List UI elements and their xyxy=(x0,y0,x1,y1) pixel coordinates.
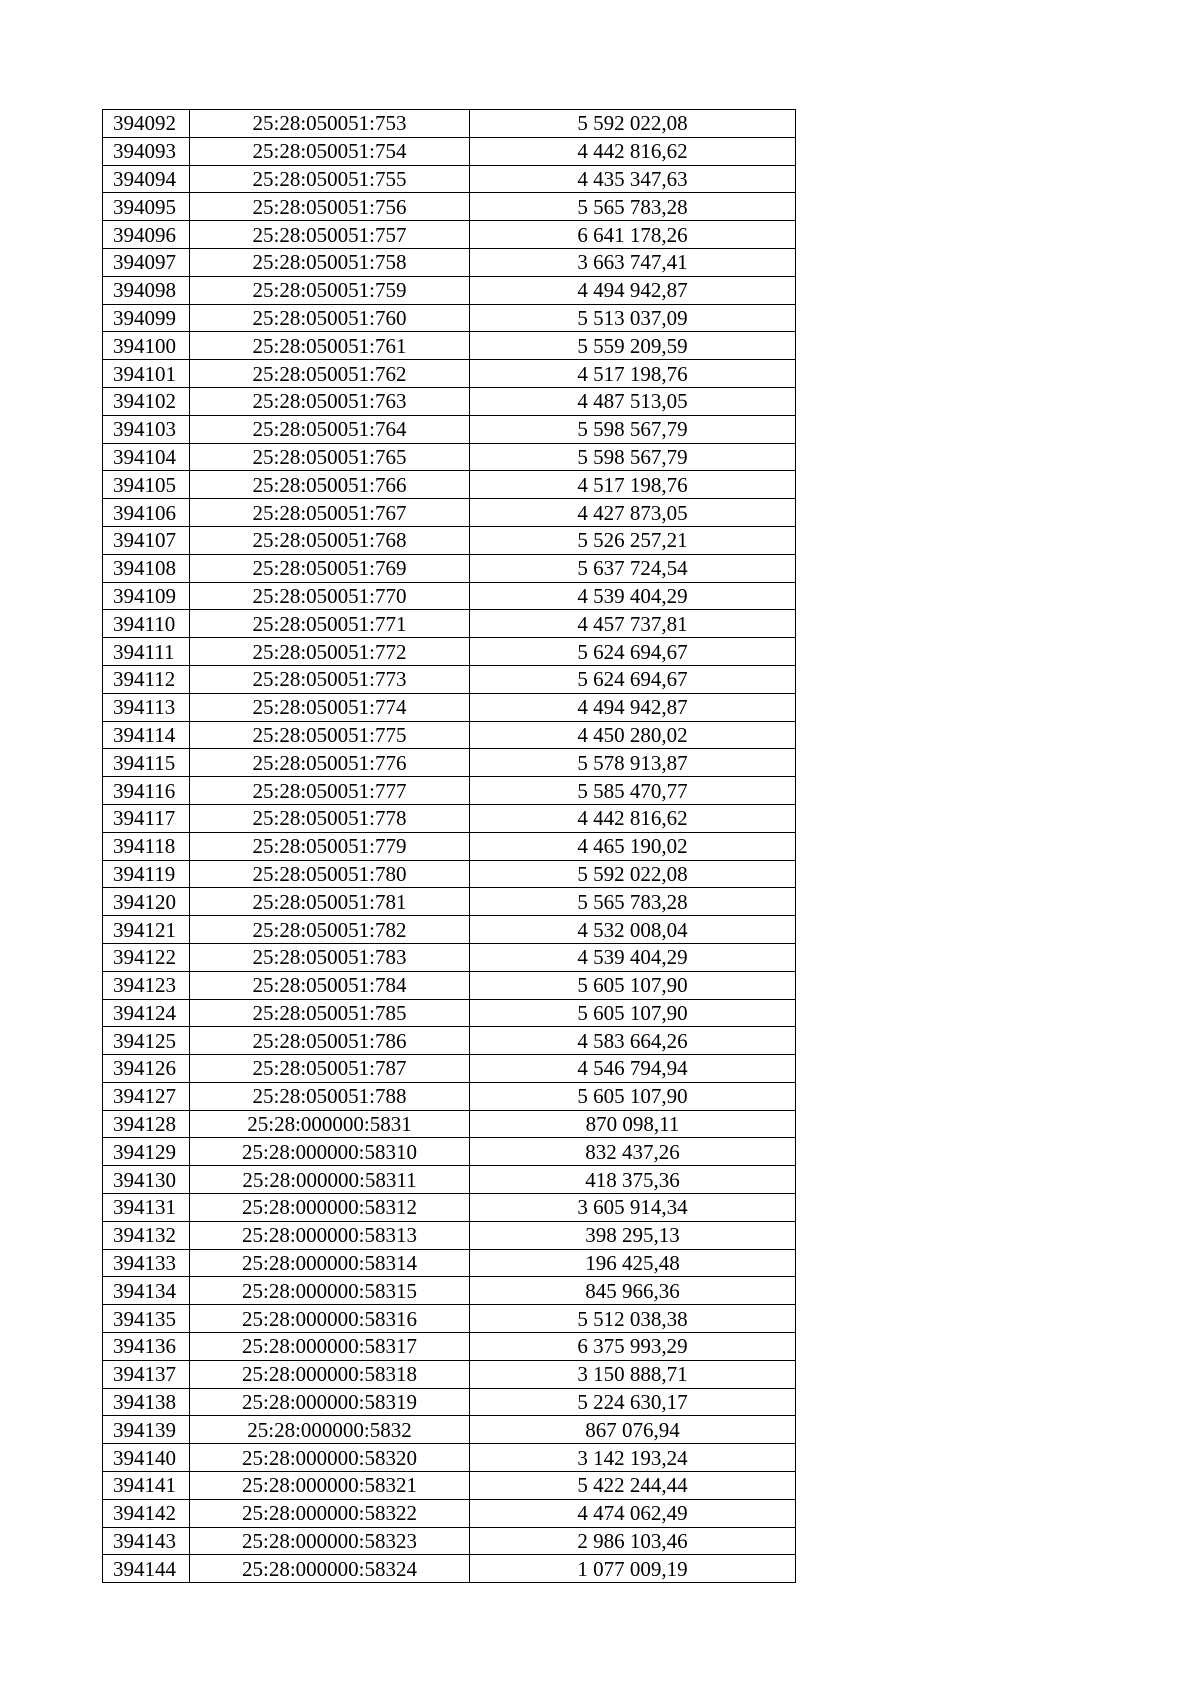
cadastral-number-cell: 25:28:050051:759 xyxy=(190,276,470,304)
table-row xyxy=(103,916,796,944)
cadastral-value-cell: 5 605 107,90 xyxy=(470,1082,796,1110)
table-body xyxy=(103,110,796,1583)
cadastral-number-cell: 25:28:050051:775 xyxy=(190,721,470,749)
cadastral-value-cell: 4 494 942,87 xyxy=(470,276,796,304)
cadastral-value-cell: 5 605 107,90 xyxy=(470,999,796,1027)
table-row xyxy=(103,332,796,360)
cadastral-number-cell: 25:28:050051:756 xyxy=(190,193,470,221)
cadastral-value-cell: 5 512 038,38 xyxy=(470,1305,796,1333)
cadastral-value-cell: 4 546 794,94 xyxy=(470,1055,796,1083)
cadastral-value-cell: 5 585 470,77 xyxy=(470,777,796,805)
cadastral-number-cell: 25:28:000000:58321 xyxy=(190,1472,470,1500)
cadastral-value-cell: 4 539 404,29 xyxy=(470,943,796,971)
cadastral-number-cell: 25:28:050051:765 xyxy=(190,443,470,471)
table-row xyxy=(103,1444,796,1472)
cadastral-number-cell: 25:28:050051:755 xyxy=(190,165,470,193)
cadastral-number-cell: 25:28:000000:58318 xyxy=(190,1360,470,1388)
cadastral-value-cell: 5 422 244,44 xyxy=(470,1472,796,1500)
row-number-cell: 394114 xyxy=(103,721,190,749)
row-number-cell: 394107 xyxy=(103,526,190,554)
row-number-cell: 394141 xyxy=(103,1472,190,1500)
cadastral-number-cell: 25:28:050051:767 xyxy=(190,499,470,527)
table-row xyxy=(103,1194,796,1222)
table-row xyxy=(103,832,796,860)
cadastral-number-cell: 25:28:050051:777 xyxy=(190,777,470,805)
cadastral-value-cell: 4 465 190,02 xyxy=(470,832,796,860)
table-row xyxy=(103,1166,796,1194)
row-number-cell: 394142 xyxy=(103,1499,190,1527)
cadastral-value-cell: 5 598 567,79 xyxy=(470,443,796,471)
table-row xyxy=(103,1499,796,1527)
table-row xyxy=(103,193,796,221)
cadastral-number-cell: 25:28:000000:58322 xyxy=(190,1499,470,1527)
table-row xyxy=(103,582,796,610)
cadastral-number-cell: 25:28:050051:760 xyxy=(190,304,470,332)
table-row xyxy=(103,1388,796,1416)
cadastral-value-cell: 5 526 257,21 xyxy=(470,526,796,554)
cadastral-value-cell: 4 517 198,76 xyxy=(470,471,796,499)
cadastral-number-cell: 25:28:050051:753 xyxy=(190,110,470,138)
cadastral-number-cell: 25:28:050051:782 xyxy=(190,916,470,944)
cadastral-number-cell: 25:28:000000:58311 xyxy=(190,1166,470,1194)
cadastral-value-cell: 5 578 913,87 xyxy=(470,749,796,777)
cadastral-value-cell: 4 442 816,62 xyxy=(470,804,796,832)
row-number-cell: 394097 xyxy=(103,248,190,276)
cadastral-value-cell: 5 565 783,28 xyxy=(470,193,796,221)
cadastral-number-cell: 25:28:050051:770 xyxy=(190,582,470,610)
row-number-cell: 394127 xyxy=(103,1082,190,1110)
cadastral-number-cell: 25:28:050051:769 xyxy=(190,554,470,582)
cadastral-value-cell: 4 442 816,62 xyxy=(470,137,796,165)
table-row xyxy=(103,888,796,916)
cadastral-value-cell: 4 450 280,02 xyxy=(470,721,796,749)
table-row xyxy=(103,943,796,971)
row-number-cell: 394094 xyxy=(103,165,190,193)
cadastral-number-cell: 25:28:000000:5832 xyxy=(190,1416,470,1444)
cadastral-number-cell: 25:28:050051:786 xyxy=(190,1027,470,1055)
cadastral-value-cell: 4 517 198,76 xyxy=(470,360,796,388)
row-number-cell: 394104 xyxy=(103,443,190,471)
row-number-cell: 394112 xyxy=(103,665,190,693)
cadastral-number-cell: 25:28:050051:778 xyxy=(190,804,470,832)
cadastral-number-cell: 25:28:050051:768 xyxy=(190,526,470,554)
table-row xyxy=(103,471,796,499)
cadastral-value-cell: 1 077 009,19 xyxy=(470,1555,796,1583)
cadastral-value-cell: 4 427 873,05 xyxy=(470,499,796,527)
cadastral-number-cell: 25:28:050051:762 xyxy=(190,360,470,388)
row-number-cell: 394144 xyxy=(103,1555,190,1583)
cadastral-value-cell: 3 150 888,71 xyxy=(470,1360,796,1388)
cadastral-number-cell: 25:28:050051:754 xyxy=(190,137,470,165)
cadastral-value-cell: 398 295,13 xyxy=(470,1221,796,1249)
cadastral-value-cell: 5 513 037,09 xyxy=(470,304,796,332)
table-row xyxy=(103,304,796,332)
cadastral-number-cell: 25:28:050051:776 xyxy=(190,749,470,777)
row-number-cell: 394136 xyxy=(103,1333,190,1361)
cadastral-number-cell: 25:28:050051:763 xyxy=(190,387,470,415)
table-row xyxy=(103,1082,796,1110)
cadastral-number-cell: 25:28:050051:772 xyxy=(190,638,470,666)
table-row xyxy=(103,1527,796,1555)
row-number-cell: 394129 xyxy=(103,1138,190,1166)
table-row xyxy=(103,276,796,304)
row-number-cell: 394133 xyxy=(103,1249,190,1277)
cadastral-number-cell: 25:28:050051:783 xyxy=(190,943,470,971)
cadastral-value-cell: 867 076,94 xyxy=(470,1416,796,1444)
cadastral-number-cell: 25:28:050051:774 xyxy=(190,693,470,721)
cadastral-value-cell: 3 142 193,24 xyxy=(470,1444,796,1472)
row-number-cell: 394119 xyxy=(103,860,190,888)
row-number-cell: 394128 xyxy=(103,1110,190,1138)
table-row xyxy=(103,1277,796,1305)
table-row xyxy=(103,1027,796,1055)
cadastral-value-cell: 196 425,48 xyxy=(470,1249,796,1277)
cadastral-number-cell: 25:28:050051:757 xyxy=(190,221,470,249)
cadastral-value-cell: 2 986 103,46 xyxy=(470,1527,796,1555)
row-number-cell: 394095 xyxy=(103,193,190,221)
table-row xyxy=(103,443,796,471)
row-number-cell: 394113 xyxy=(103,693,190,721)
row-number-cell: 394121 xyxy=(103,916,190,944)
cadastral-value-cell: 5 624 694,67 xyxy=(470,665,796,693)
cadastral-value-table xyxy=(102,109,796,1583)
row-number-cell: 394092 xyxy=(103,110,190,138)
cadastral-value-cell: 4 487 513,05 xyxy=(470,387,796,415)
cadastral-number-cell: 25:28:050051:771 xyxy=(190,610,470,638)
row-number-cell: 394103 xyxy=(103,415,190,443)
row-number-cell: 394137 xyxy=(103,1360,190,1388)
row-number-cell: 394131 xyxy=(103,1194,190,1222)
cadastral-value-cell: 3 605 914,34 xyxy=(470,1194,796,1222)
table-row xyxy=(103,360,796,388)
table-row xyxy=(103,749,796,777)
row-number-cell: 394138 xyxy=(103,1388,190,1416)
row-number-cell: 394140 xyxy=(103,1444,190,1472)
cadastral-number-cell: 25:28:050051:784 xyxy=(190,971,470,999)
cadastral-value-cell: 845 966,36 xyxy=(470,1277,796,1305)
row-number-cell: 394093 xyxy=(103,137,190,165)
cadastral-number-cell: 25:28:050051:761 xyxy=(190,332,470,360)
cadastral-number-cell: 25:28:050051:764 xyxy=(190,415,470,443)
row-number-cell: 394102 xyxy=(103,387,190,415)
cadastral-value-cell: 4 494 942,87 xyxy=(470,693,796,721)
cadastral-number-cell: 25:28:000000:58314 xyxy=(190,1249,470,1277)
cadastral-number-cell: 25:28:000000:58312 xyxy=(190,1194,470,1222)
row-number-cell: 394120 xyxy=(103,888,190,916)
cadastral-number-cell: 25:28:000000:58319 xyxy=(190,1388,470,1416)
row-number-cell: 394115 xyxy=(103,749,190,777)
cadastral-value-cell: 4 435 347,63 xyxy=(470,165,796,193)
cadastral-value-cell: 4 583 664,26 xyxy=(470,1027,796,1055)
row-number-cell: 394106 xyxy=(103,499,190,527)
row-number-cell: 394139 xyxy=(103,1416,190,1444)
cadastral-number-cell: 25:28:050051:785 xyxy=(190,999,470,1027)
table-row xyxy=(103,1138,796,1166)
row-number-cell: 394098 xyxy=(103,276,190,304)
table-row xyxy=(103,971,796,999)
cadastral-value-cell: 4 457 737,81 xyxy=(470,610,796,638)
cadastral-value-cell: 5 598 567,79 xyxy=(470,415,796,443)
cadastral-value-cell: 832 437,26 xyxy=(470,1138,796,1166)
cadastral-value-cell: 870 098,11 xyxy=(470,1110,796,1138)
cadastral-number-cell: 25:28:050051:773 xyxy=(190,665,470,693)
row-number-cell: 394124 xyxy=(103,999,190,1027)
cadastral-value-cell: 5 559 209,59 xyxy=(470,332,796,360)
cadastral-number-cell: 25:28:050051:766 xyxy=(190,471,470,499)
cadastral-number-cell: 25:28:000000:58317 xyxy=(190,1333,470,1361)
table-row xyxy=(103,387,796,415)
cadastral-number-cell: 25:28:050051:788 xyxy=(190,1082,470,1110)
table-row xyxy=(103,1472,796,1500)
cadastral-value-cell: 4 474 062,49 xyxy=(470,1499,796,1527)
row-number-cell: 394116 xyxy=(103,777,190,805)
table-row xyxy=(103,804,796,832)
row-number-cell: 394101 xyxy=(103,360,190,388)
cadastral-value-cell: 5 592 022,08 xyxy=(470,110,796,138)
table-row xyxy=(103,1555,796,1583)
table-row xyxy=(103,693,796,721)
row-number-cell: 394123 xyxy=(103,971,190,999)
cadastral-value-cell: 5 565 783,28 xyxy=(470,888,796,916)
cadastral-value-cell: 3 663 747,41 xyxy=(470,248,796,276)
table-row xyxy=(103,1055,796,1083)
table-row xyxy=(103,526,796,554)
table-row xyxy=(103,248,796,276)
table-row xyxy=(103,1221,796,1249)
cadastral-value-cell: 5 224 630,17 xyxy=(470,1388,796,1416)
cadastral-value-cell: 6 375 993,29 xyxy=(470,1333,796,1361)
row-number-cell: 394105 xyxy=(103,471,190,499)
cadastral-number-cell: 25:28:000000:58310 xyxy=(190,1138,470,1166)
cadastral-number-cell: 25:28:050051:779 xyxy=(190,832,470,860)
table-row xyxy=(103,1416,796,1444)
cadastral-value-cell: 4 539 404,29 xyxy=(470,582,796,610)
cadastral-number-cell: 25:28:050051:781 xyxy=(190,888,470,916)
cadastral-number-cell: 25:28:000000:58313 xyxy=(190,1221,470,1249)
cadastral-number-cell: 25:28:000000:58315 xyxy=(190,1277,470,1305)
cadastral-number-cell: 25:28:000000:58323 xyxy=(190,1527,470,1555)
cadastral-number-cell: 25:28:050051:758 xyxy=(190,248,470,276)
cadastral-number-cell: 25:28:050051:787 xyxy=(190,1055,470,1083)
table-row xyxy=(103,777,796,805)
table-row xyxy=(103,860,796,888)
cadastral-value-cell: 5 592 022,08 xyxy=(470,860,796,888)
row-number-cell: 394118 xyxy=(103,832,190,860)
row-number-cell: 394130 xyxy=(103,1166,190,1194)
table-row xyxy=(103,1333,796,1361)
row-number-cell: 394134 xyxy=(103,1277,190,1305)
table-row xyxy=(103,221,796,249)
table-row xyxy=(103,1360,796,1388)
cadastral-value-cell: 5 637 724,54 xyxy=(470,554,796,582)
table-row xyxy=(103,610,796,638)
cadastral-value-cell: 6 641 178,26 xyxy=(470,221,796,249)
table-row xyxy=(103,137,796,165)
table-row xyxy=(103,554,796,582)
row-number-cell: 394099 xyxy=(103,304,190,332)
table-row xyxy=(103,999,796,1027)
row-number-cell: 394126 xyxy=(103,1055,190,1083)
cadastral-number-cell: 25:28:000000:58316 xyxy=(190,1305,470,1333)
row-number-cell: 394111 xyxy=(103,638,190,666)
cadastral-value-cell: 4 532 008,04 xyxy=(470,916,796,944)
table-row xyxy=(103,665,796,693)
row-number-cell: 394117 xyxy=(103,804,190,832)
row-number-cell: 394110 xyxy=(103,610,190,638)
table-row xyxy=(103,1305,796,1333)
cadastral-number-cell: 25:28:000000:5831 xyxy=(190,1110,470,1138)
cadastral-value-cell: 5 605 107,90 xyxy=(470,971,796,999)
cadastral-number-cell: 25:28:050051:780 xyxy=(190,860,470,888)
row-number-cell: 394122 xyxy=(103,943,190,971)
table-row xyxy=(103,1249,796,1277)
table-row xyxy=(103,499,796,527)
row-number-cell: 394143 xyxy=(103,1527,190,1555)
table-row xyxy=(103,110,796,138)
table-row xyxy=(103,638,796,666)
row-number-cell: 394109 xyxy=(103,582,190,610)
cadastral-number-cell: 25:28:000000:58320 xyxy=(190,1444,470,1472)
table-row xyxy=(103,415,796,443)
cadastral-value-cell: 5 624 694,67 xyxy=(470,638,796,666)
row-number-cell: 394135 xyxy=(103,1305,190,1333)
table-row xyxy=(103,721,796,749)
row-number-cell: 394100 xyxy=(103,332,190,360)
row-number-cell: 394125 xyxy=(103,1027,190,1055)
row-number-cell: 394132 xyxy=(103,1221,190,1249)
table-row xyxy=(103,1110,796,1138)
row-number-cell: 394096 xyxy=(103,221,190,249)
table-row xyxy=(103,165,796,193)
cadastral-value-cell: 418 375,36 xyxy=(470,1166,796,1194)
row-number-cell: 394108 xyxy=(103,554,190,582)
cadastral-number-cell: 25:28:000000:58324 xyxy=(190,1555,470,1583)
